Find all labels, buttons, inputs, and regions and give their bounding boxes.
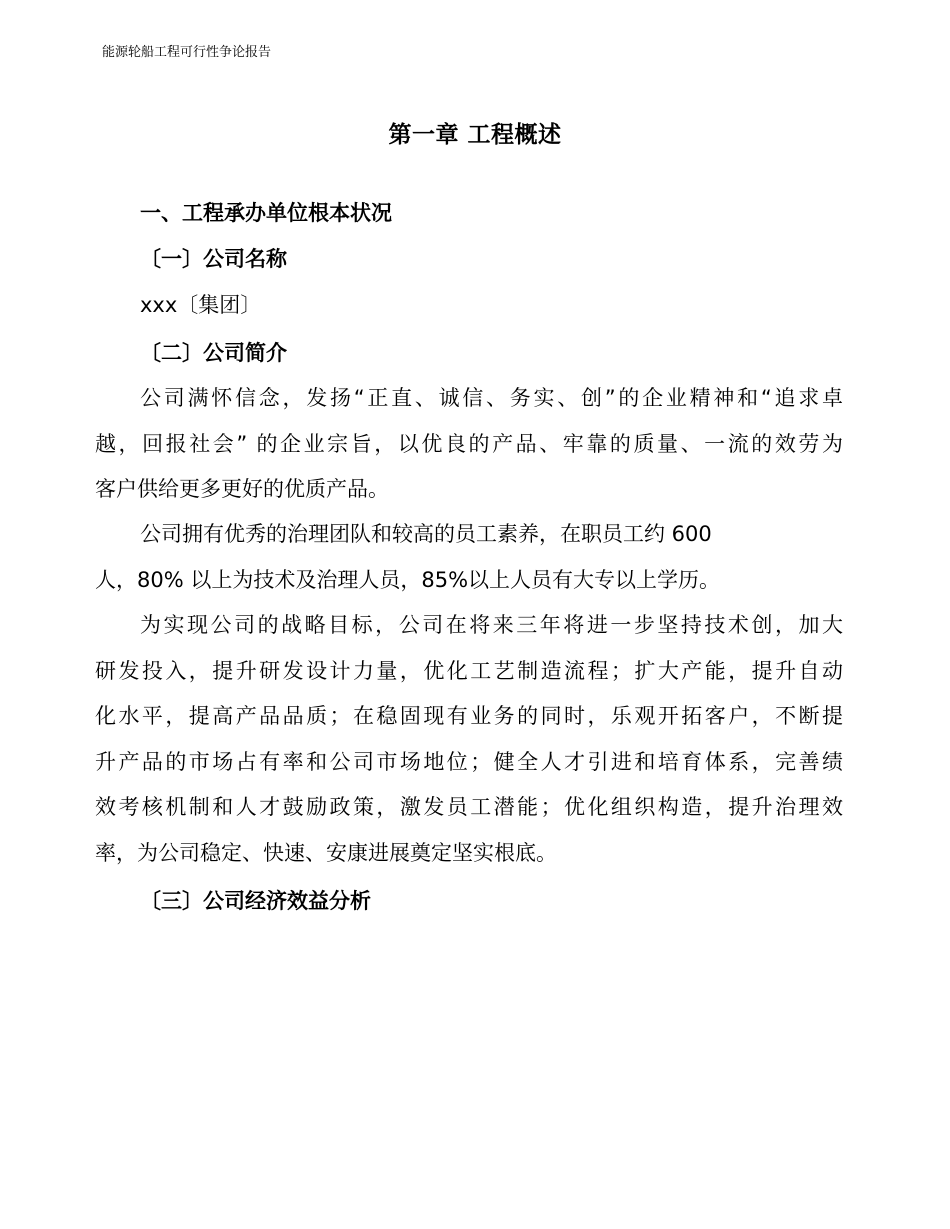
paragraph-profile-1 xyxy=(95,376,843,513)
subsection-heading-economic-analysis: 〔三〕公司经济效益分析 xyxy=(140,889,371,913)
paragraph-line: 越，回报社会” 的企业宗旨，以优良的产品、牢靠的质量、一流的效劳为 xyxy=(95,431,843,456)
chapter-title: 第一章 工程概述 xyxy=(388,122,562,148)
paragraph-line: 公司拥有优秀的治理团队和较高的员工素养，在职员工约 600 xyxy=(140,522,712,546)
paragraph-line: 客户供给更多更好的优质产品。 xyxy=(95,477,389,501)
company-name-text: xxx〔集团〕 xyxy=(140,293,262,317)
paragraph-line: 升产品的市场占有率和公司市场地位；健全人才引进和培育体系，完善绩 xyxy=(95,749,843,774)
paragraph-profile-2 xyxy=(95,512,843,603)
subsection-heading-company-profile: 〔二〕公司简介 xyxy=(140,341,287,365)
paragraph-line: 为实现公司的战略目标，公司在将来三年将进一步坚持技术创，加大 xyxy=(140,613,843,637)
subsection-heading-company-name: 〔一〕公司名称 xyxy=(140,247,287,271)
running-header: 能源轮船工程可行性争论报告 xyxy=(102,45,272,60)
paragraph-line: 研发投入，提升研发设计力量，优化工艺制造流程；扩大产能，提升自动 xyxy=(95,658,843,683)
paragraph-line: 人，80% 以上为技术及治理人员，85%以上人员有大专以上学历。 xyxy=(95,567,721,592)
section-heading: 一、工程承办单位根本状况 xyxy=(140,201,392,225)
paragraph-line: 公司满怀信念，发扬“正直、诚信、务实、创”的企业精神和“追求卓 xyxy=(140,386,843,410)
paragraph-profile-3 xyxy=(95,603,843,876)
paragraph-line: 效考核机制和人才鼓励政策，激发员工潜能；优化组织构造，提升治理效 xyxy=(95,795,843,819)
paragraph-line: 率，为公司稳定、快速、安康进展奠定坚实根底。 xyxy=(95,840,557,865)
paragraph-line: 化水平，提高产品品质；在稳固现有业务的同时，乐观开拓客户，不断提 xyxy=(95,704,843,728)
